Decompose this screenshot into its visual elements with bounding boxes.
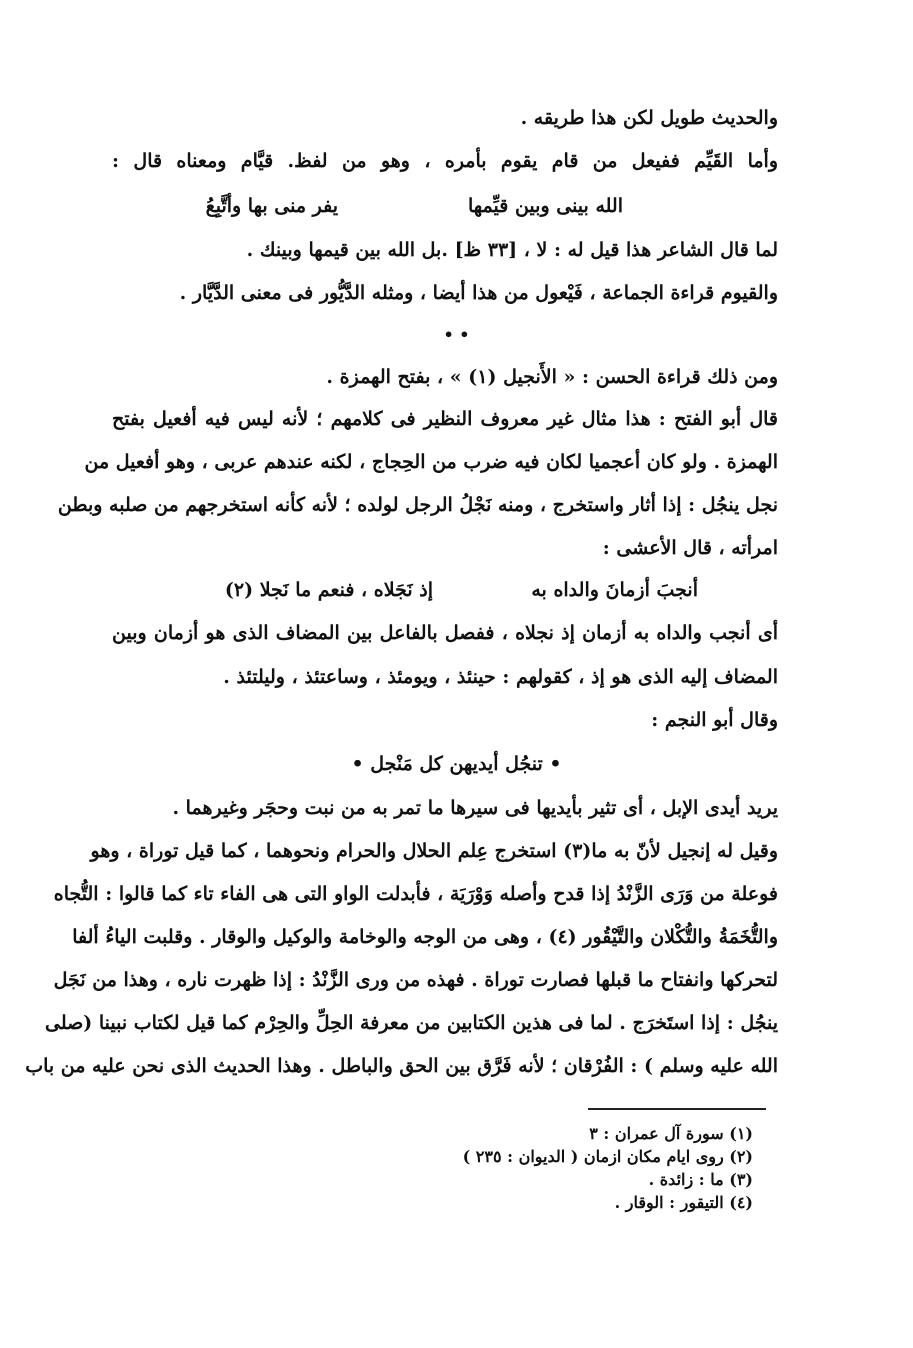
text-line: وأما القَيِّم ففيعل من قام يقوم بأمره ، وهو من لفظ. قيَّام ومعناه قال : xyxy=(112,150,778,172)
text-line: لتحركها وانفتاح ما قبلها فصارت توراة . فهذه من ورى الزَّنْدُ : إذا ظهرت ناره ، وهذا من نَجَل xyxy=(53,969,778,991)
text-line: والحديث طويل لكن هذا طريقه . xyxy=(520,107,778,129)
verse-first-hemistich: أنجبَ أزمانَ والداه به xyxy=(531,579,698,601)
footnote: (٣) ما : زائدة . xyxy=(648,1170,753,1189)
text-line: ينجُل : إذا استَخرَج . لما فى هذين الكتابين من معرفة الحِلِّ والحِرْم كما قيل لكتاب نبينا (صلى xyxy=(45,1012,778,1034)
text-line: نجل ينجُل : إذا أثار واستخرج ، ومنه نَجْلُ الرجل لولده ؛ لأنه كأنه استخرجهم من صلبه وبطن xyxy=(57,494,778,516)
text-line: فوعلة من وَرَى الزَّنْدُ إذا قدح وأصله وَوْرَيَة ، فأبدلت الواو التى هى الفاء تاء كما قالوا : التُّجاه xyxy=(53,883,778,905)
footnote: (٢) روى ايام مكان ازمان ( الديوان : ٢٣٥ ) xyxy=(462,1147,753,1166)
text-line: قال أبو الفتح : هذا مثال غير معروف النظير فى كلامهم ؛ لأنه ليس فيه أفعيل بفتح xyxy=(112,408,778,430)
text-line: وقيل له إنجيل لأنّ به ما(٣) استخرج عِلم الحلال والحرام ونحوهما ، كما قيل توراة ، وهو xyxy=(90,840,778,862)
text-line: المضاف إليه الذى هو إذ ، كقولهم : حينئذ ، ويومئذ ، وساعتئذ ، وليلتئذ . xyxy=(223,666,778,688)
section-separator: • • xyxy=(443,325,470,344)
text-line: لما قال الشاعر هذا قيل له : لا ، [٣٣ ظ] .بل الله بين قيمها وبينك . xyxy=(246,239,778,261)
text-line: والتُّخَمَةُ والتُّكْلان والتَّيْقُور (٤) ، وهى من الوجه والوخامة والوكيل والوقار . وقلبت الياءُ ألفا xyxy=(72,926,778,948)
text-line: والقيوم قراءة الجماعة ، فَيْعول من هذا أيضا ، ومثله الدَّيُّور فى معنى الدَّيَّار . xyxy=(179,282,778,304)
text-line: وقال أبو النجم : xyxy=(651,709,778,731)
text-line: الله عليه وسلم ) : الفُرْقان ؛ لأنه فَرَّق بين الحق والباطل . وهذا الحديث الذى نحن عليه من باب xyxy=(25,1055,778,1077)
text-line: أى أنجب والداه به أزمان إذ نجلاه ، ففصل بالفاعل بين المضاف الذى هو أزمان وبين xyxy=(112,622,778,644)
verse-first-hemistich: الله بينى وبين قيِّمها xyxy=(468,195,623,217)
verse-second-hemistich: يفر منى بها وأتَّبِعُ xyxy=(205,195,338,217)
text-line: امرأته ، قال الأعشى : xyxy=(602,537,778,559)
footnote-divider xyxy=(588,1108,766,1110)
text-line: الهمزة . ولو كان أعجميا لكان فيه ضرب من الحِجاج ، لكنه عندهم عربى ، وهو أفعيل من xyxy=(84,451,778,473)
footnote: (١) سورة آل عمران : ٣ xyxy=(589,1124,753,1143)
footnote: (٤) التيقور : الوقار . xyxy=(614,1193,753,1212)
text-line: يريد أيدى الإبل ، أى تثير بأيديها فى سيرها ما تمر به من نبت وحجَر وغيرهما . xyxy=(172,797,778,819)
verse-line: • تنجُل أيديهن كل مَنْجل • xyxy=(351,753,562,775)
text-line: ومن ذلك قراءة الحسن : « الأَنجيل (١) » ، بفتح الهمزة . xyxy=(326,366,778,388)
verse-second-hemistich: إذ نَجَلاه ، فنعم ما نَجلا (٢) xyxy=(224,579,433,601)
